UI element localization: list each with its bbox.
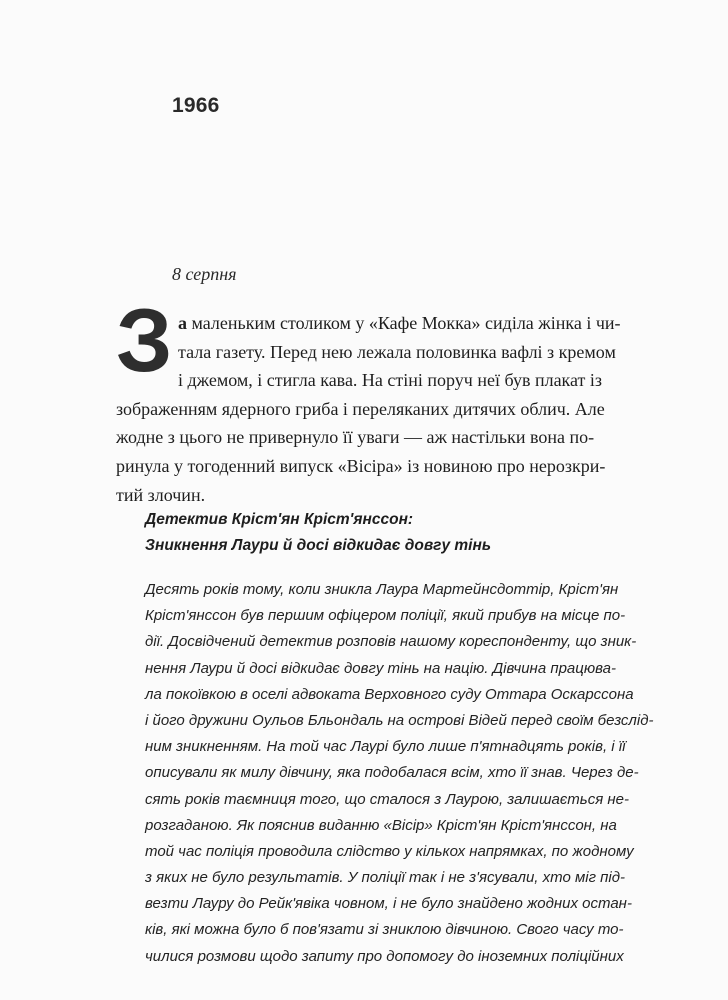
paragraph-line: зображенням ядерного гриба і переляканих дитячих облич. Але	[116, 398, 605, 419]
newspaper-headline	[145, 507, 491, 559]
chapter-date: 8 серпня	[172, 264, 237, 284]
article-line: ла покоївкою в оселі адвоката Верховного суду Оттара Оскарссона	[145, 685, 634, 703]
paragraph-line: тала газету. Перед нею лежала половинка вафлі з кремом	[178, 341, 616, 362]
paragraph-line	[116, 309, 621, 338]
article-line: сять років таємниця того, що сталося з Лаурою, залишається не-	[145, 790, 629, 808]
headline-line: Детектив Кріст'ян Кріст'янссон:	[145, 511, 414, 528]
article-line: нення Лаури й досі відкидає довгу тінь на націю. Дівчина працюва-	[145, 659, 616, 677]
article-line: той час поліція проводила слідство у кількох напрямках, по жодному	[145, 842, 634, 860]
paragraph-line-text: маленьким столиком у «Кафе Мокка» сиділа жінка і чи-	[187, 313, 621, 333]
drop-cap: З	[116, 291, 173, 391]
paragraph-line: ринула у тогоденний випуск «Вісіра» із новиною про нерозкри-	[116, 455, 606, 476]
article-line: описували як милу дівчину, яка подобалася всім, хто її знав. Через де-	[145, 764, 639, 782]
article-line: чилися розмови щодо запиту про допомогу до іноземних поліційних	[145, 947, 624, 965]
opening-paragraph	[116, 309, 621, 509]
newspaper-article	[145, 577, 654, 970]
article-line: і його дружини Оульов Бльондаль на острові Відей перед своїм безслід-	[145, 711, 654, 729]
drop-cap-continuation: а	[178, 313, 187, 333]
article-line: з яких не було результатів. У поліції так і не з'ясували, хто міг під-	[145, 869, 626, 887]
article-line: дії. Досвідчений детектив розповів нашому кореспонденту, що зник-	[145, 633, 637, 651]
article-line: Десять років тому, коли зникла Лаура Мартейнсдоттір, Кріст'ян	[145, 581, 619, 598]
headline-line: Зникнення Лаури й досі відкидає довгу тінь	[145, 537, 492, 554]
paragraph-line: жодне з цього не привернуло її уваги — аж настільки вона по-	[116, 427, 595, 448]
article-line: ків, які можна було б пов'язати зі зниклою дівчиною. Свого часу то-	[145, 921, 624, 939]
article-line: везти Лауру до Рейк'явіка човном, і не було знайдено жодних остан-	[145, 895, 632, 913]
article-line: розгаданою. Як пояснив виданню «Вісір» Кріст'ян Кріст'янссон, на	[145, 816, 617, 834]
article-line: Кріст'янссон був першим офіцером поліції, який прибув на місце по-	[145, 607, 626, 625]
article-line: ним зникненням. На той час Лаурі було лише п'ятнадцять років, і її	[145, 738, 626, 756]
paragraph-line: тий злочин.	[116, 484, 206, 505]
chapter-year: 1966	[172, 94, 220, 117]
paragraph-line: і джемом, і стигла кава. На стіні поруч неї був плакат із	[178, 370, 603, 391]
